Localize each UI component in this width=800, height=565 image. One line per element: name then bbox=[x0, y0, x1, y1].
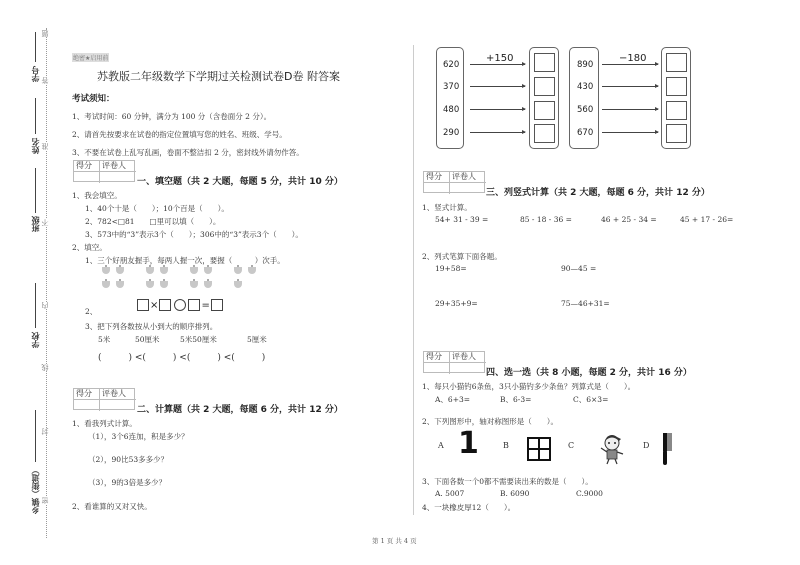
score-label: 得分 bbox=[74, 389, 100, 400]
question: 1、看我列式计算。 bbox=[72, 419, 137, 428]
arrow-icon bbox=[602, 132, 658, 133]
margin-underline bbox=[35, 98, 36, 134]
teacup-icon bbox=[114, 265, 126, 275]
answer-box[interactable] bbox=[666, 101, 687, 120]
grader-label: 评卷人 bbox=[100, 161, 136, 172]
calc-item: 75—46+31= bbox=[561, 299, 610, 308]
operator-circle[interactable] bbox=[174, 299, 186, 311]
grader-label: 评卷人 bbox=[450, 352, 486, 363]
margin-underline bbox=[35, 168, 36, 213]
section-title: 三、列竖式计算（共 2 大题，每题 6 分，共计 12 分） bbox=[486, 188, 710, 198]
instructions-heading: 考试须知： bbox=[72, 94, 115, 104]
seal-char: 密 bbox=[41, 497, 49, 504]
teacup-icon bbox=[158, 279, 170, 289]
sub-question: 2、782<□81 □里可以填（ ）。 bbox=[85, 217, 221, 226]
seal-char: 封 bbox=[41, 428, 49, 435]
seal-char: 准 bbox=[41, 143, 49, 150]
cup-gap bbox=[216, 265, 232, 275]
grader-label: 评卷人 bbox=[100, 389, 136, 400]
arrow-icon bbox=[470, 86, 525, 87]
option-letter[interactable]: D bbox=[643, 441, 650, 450]
score-label: 得分 bbox=[74, 161, 100, 172]
operation-label: −180 bbox=[619, 53, 647, 64]
teacup-icon bbox=[144, 279, 156, 289]
value-item: 5米50厘米 bbox=[180, 335, 217, 344]
grader-cell[interactable] bbox=[450, 183, 486, 194]
option-letter[interactable]: B bbox=[503, 441, 509, 450]
sub-question: 3、573中的“3”表示3个（ ）；306中的“3”表示3个（ ）。 bbox=[85, 230, 303, 239]
answer-box[interactable] bbox=[666, 124, 687, 143]
option[interactable]: A. 5007 bbox=[435, 489, 465, 498]
sub-question: 2、 bbox=[85, 307, 98, 316]
teacup-icon bbox=[158, 265, 170, 275]
ordering-blanks[interactable]: ( ) <( ) <( ) <( ) bbox=[98, 353, 266, 363]
calc-item: 19+58= bbox=[435, 264, 467, 273]
flow-input: 430 bbox=[577, 82, 594, 92]
flow-input: 480 bbox=[443, 105, 460, 115]
score-label: 得分 bbox=[424, 172, 450, 183]
arrow-icon bbox=[602, 109, 658, 110]
blank-box[interactable] bbox=[137, 299, 149, 311]
arrow-icon bbox=[602, 86, 658, 87]
flow-input: 290 bbox=[443, 128, 460, 138]
blank-box[interactable] bbox=[188, 299, 200, 311]
score-box bbox=[73, 388, 135, 410]
score-box bbox=[423, 351, 485, 373]
grader-cell[interactable] bbox=[450, 363, 486, 374]
seal-char: 答 bbox=[41, 77, 49, 84]
flow-input: 620 bbox=[443, 60, 460, 70]
margin-field-name: 姓名 bbox=[31, 138, 40, 154]
cup-gap bbox=[216, 279, 232, 289]
teacup-icon bbox=[232, 279, 244, 289]
sub-question: 1、三个好朋友握手，每两人握一次，要握（ ）次手。 bbox=[85, 256, 285, 265]
teacup-icon bbox=[202, 279, 214, 289]
option[interactable]: C.9000 bbox=[576, 489, 603, 498]
margin-underline bbox=[35, 410, 36, 462]
answer-box[interactable] bbox=[534, 77, 555, 96]
question: 2、填空。 bbox=[72, 243, 107, 252]
answer-box[interactable] bbox=[666, 53, 687, 72]
teacup-icon bbox=[100, 279, 112, 289]
arrow-icon bbox=[470, 132, 525, 133]
column-separator bbox=[413, 45, 414, 515]
question: 4、一块橡皮厚12（ ）。 bbox=[422, 503, 516, 512]
teacup-icon bbox=[188, 279, 200, 289]
section-title: 四、选一选（共 8 小题，每题 2 分，共计 16 分） bbox=[486, 368, 692, 378]
answer-box[interactable] bbox=[534, 124, 555, 143]
section-title: 一、填空题（共 2 大题，每题 5 分，共计 10 分） bbox=[137, 177, 343, 187]
teacup-icon bbox=[100, 265, 112, 275]
flow-input: 890 bbox=[577, 60, 594, 70]
question: 2、下列图形中，轴对称图形是（ ）。 bbox=[422, 417, 559, 426]
score-label: 得分 bbox=[424, 352, 450, 363]
value-item: 5厘米 bbox=[247, 335, 267, 344]
option[interactable]: B. 6090 bbox=[500, 489, 530, 498]
question: 3、下面各数一个0都不需要读出来的数是（ ）。 bbox=[422, 477, 593, 486]
confidential-stamp: 绝密★启用前 bbox=[73, 55, 109, 62]
question: 1、我会填空。 bbox=[72, 191, 122, 200]
calc-item: 29+35+9= bbox=[435, 299, 478, 308]
calc-item: 90—45 = bbox=[561, 264, 597, 273]
equation-template bbox=[137, 299, 223, 311]
instruction-item: 2、请首先按要求在试卷的指定位置填写您的姓名、班级、学号。 bbox=[72, 130, 287, 139]
margin-underline bbox=[35, 32, 36, 62]
answer-box[interactable] bbox=[534, 101, 555, 120]
score-cell[interactable] bbox=[74, 172, 100, 183]
value-item: 5米 bbox=[98, 335, 111, 344]
teacup-icon bbox=[232, 265, 244, 275]
calc-item: 45 + 17 - 26= bbox=[680, 215, 734, 224]
section-title: 二、计算题（共 2 大题，每题 6 分，共计 12 分） bbox=[137, 405, 343, 415]
sub-question: （3），9的3倍是多少？ bbox=[88, 478, 167, 487]
cartoon-pirate-figure bbox=[597, 433, 627, 465]
option-letter[interactable]: C bbox=[568, 441, 575, 450]
teacup-icon bbox=[114, 279, 126, 289]
multiply-sign: × bbox=[150, 299, 159, 311]
instruction-item: 3、不要在试卷上乱写乱画，卷面不整洁扣 2 分，密封线外请勿作答。 bbox=[72, 148, 304, 157]
margin-underline bbox=[35, 283, 36, 328]
window-grid-figure bbox=[527, 437, 551, 461]
calc-item: 85 - 18 - 36 = bbox=[520, 215, 572, 224]
cup-gap bbox=[128, 265, 144, 275]
margin-field-school: 学校 bbox=[31, 332, 40, 348]
answer-box[interactable] bbox=[666, 77, 687, 96]
blank-box[interactable] bbox=[159, 299, 171, 311]
option-letter[interactable]: A bbox=[438, 441, 444, 450]
sub-question: 3、把下列各数按从小到大的顺序排列。 bbox=[85, 322, 218, 331]
arrow-icon bbox=[602, 64, 658, 65]
grader-cell[interactable] bbox=[100, 172, 136, 183]
margin-field-township: 乡镇（街道） bbox=[31, 466, 40, 514]
flow-input: 370 bbox=[443, 82, 460, 92]
sub-question: （2），90比53多多少？ bbox=[88, 455, 169, 464]
seal-char: 不 bbox=[41, 219, 49, 226]
digit-one-figure: 1 bbox=[458, 426, 479, 461]
score-box bbox=[73, 160, 135, 182]
score-cell[interactable] bbox=[424, 183, 450, 194]
teacup-icon bbox=[202, 265, 214, 275]
score-cell[interactable] bbox=[74, 400, 100, 411]
teacup-icon bbox=[144, 265, 156, 275]
option[interactable]: C、6×3= bbox=[573, 395, 609, 404]
seal-char: 内 bbox=[41, 302, 49, 309]
value-item: 50厘米 bbox=[135, 335, 160, 344]
comb-figure bbox=[662, 432, 674, 466]
grader-label: 评卷人 bbox=[450, 172, 486, 183]
question: 1、每只小猫钓6条鱼，3只小猫钓多少条鱼？列算式是（ ）。 bbox=[422, 382, 636, 391]
cup-gap bbox=[172, 265, 188, 275]
margin-field-student-id: 学号 bbox=[31, 66, 40, 82]
flow-input: 670 bbox=[577, 128, 594, 138]
blank-box[interactable] bbox=[211, 299, 223, 311]
page-title: 苏教版二年级数学下学期过关检测试卷D卷 附答案 bbox=[97, 70, 340, 83]
teacup-icon bbox=[188, 265, 200, 275]
equals-sign: = bbox=[201, 299, 210, 311]
arrow-icon bbox=[470, 64, 525, 65]
instruction-item: 1、考试时间：60 分钟，满分为 100 分（含卷面分 2 分）。 bbox=[72, 112, 272, 121]
question: 2、看谁算的又对又快。 bbox=[72, 502, 152, 511]
calc-item: 54+ 31 - 39 = bbox=[435, 215, 489, 224]
teacup-icon bbox=[246, 265, 258, 275]
cup-row-top bbox=[100, 265, 260, 275]
seal-char: 线 bbox=[41, 364, 49, 371]
flow-input: 560 bbox=[577, 105, 594, 115]
cup-row-bottom bbox=[100, 279, 246, 289]
option[interactable]: A、6+3= bbox=[435, 395, 471, 404]
question: 2、列式笔算下面各题。 bbox=[422, 252, 502, 261]
calc-item: 46 + 25 - 34 = bbox=[601, 215, 657, 224]
seal-dashed-line bbox=[46, 28, 47, 538]
question: 1、竖式计算。 bbox=[422, 203, 472, 212]
cup-gap bbox=[172, 279, 188, 289]
grader-cell[interactable] bbox=[100, 400, 136, 411]
score-box bbox=[423, 171, 485, 193]
margin-field-class: 班级 bbox=[31, 216, 40, 232]
operation-label: +150 bbox=[486, 53, 514, 64]
score-cell[interactable] bbox=[424, 363, 450, 374]
answer-box[interactable] bbox=[534, 53, 555, 72]
sub-question: 1、40个十是（ ）；10个百是（ ）。 bbox=[85, 204, 229, 213]
seal-char: 题 bbox=[41, 30, 49, 37]
sub-question: （1），3个6连加，积是多少？ bbox=[88, 432, 189, 441]
option[interactable]: B、6-3= bbox=[500, 395, 532, 404]
page-number: 第 1 页 共 4 页 bbox=[372, 537, 417, 545]
arrow-icon bbox=[470, 109, 525, 110]
cup-gap bbox=[128, 279, 144, 289]
